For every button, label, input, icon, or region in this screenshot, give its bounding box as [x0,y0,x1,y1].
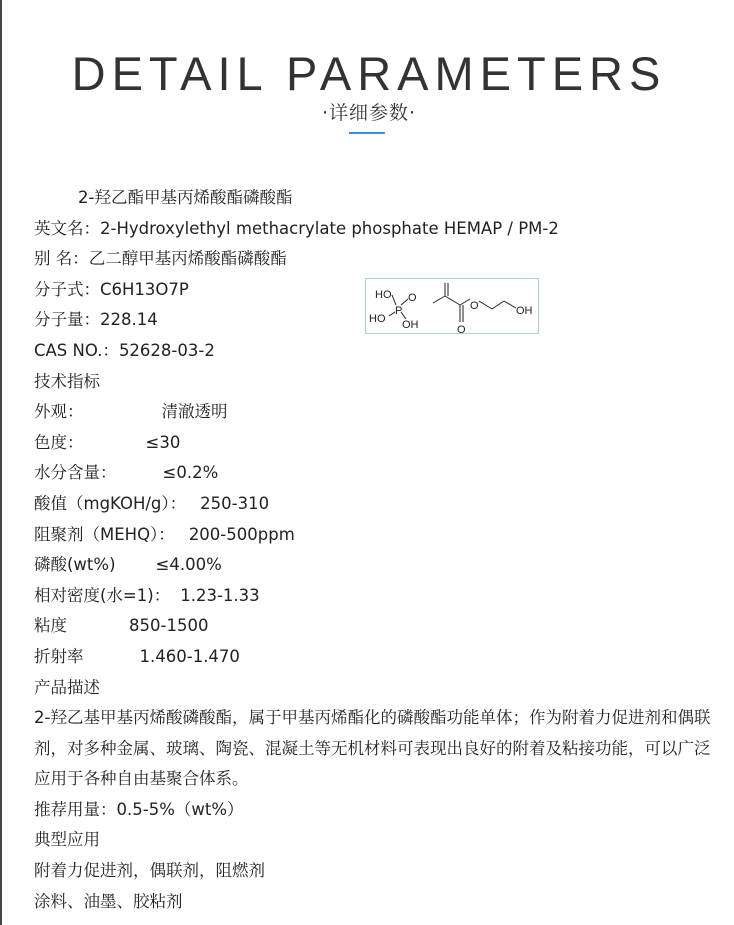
spec-row [34,642,724,673]
label: 分子式： [34,279,100,299]
spec-value: 清澈透明 [161,402,228,422]
spec-label: 色度： [34,432,84,452]
spec-label: 酸值（mgKOH/g）： [34,493,187,513]
cas-row [34,336,724,367]
spec-value: ≤4.00% [155,555,222,575]
label: 分子量： [34,310,100,330]
spec-label: 粘度 [34,616,67,636]
page-title: DETAIL PARAMETERS [71,47,667,100]
structure-label: HO [375,289,392,301]
spec-label: 折射率 [34,646,84,666]
alias-row [34,244,724,275]
spec-row [34,550,724,581]
spec-row [34,520,724,551]
structure-label: HO [369,313,386,325]
spec-row [34,428,724,459]
value: 52628-03-2 [118,340,215,360]
spec-value: ≤0.2% [162,463,219,483]
structure-label: P [395,305,403,317]
chemical-structure [365,278,539,334]
specs-heading: 技术指标 [34,371,100,391]
structure-label: O [457,324,466,333]
spec-value: 1.460-1.470 [139,646,240,666]
spec-row [34,611,724,642]
spec-row [34,581,724,612]
spec-label: 水分含量： [34,463,117,483]
spec-row [34,397,724,428]
value: 乙二醇甲基丙烯酸酯磷酸酯 [88,249,287,269]
spec-row [34,458,724,489]
value: C6H13O7P [100,279,189,299]
spec-label: 相对密度(水=1)： [34,585,171,605]
spec-value: 850-1500 [129,616,209,636]
spec-value: ≤30 [145,432,181,452]
value: 2-Hydroxylethyl methacrylate phosphate HEMAP / PM-2 [100,218,559,238]
label: 别 名： [34,249,89,269]
label: 英文名： [34,218,100,238]
application-item: 涂料、油墨、胶粘剂 [34,891,183,911]
structure-label: O [470,300,479,312]
label: CAS NO.： [34,340,119,360]
spec-label: 外观： [34,402,84,422]
accent-divider [349,132,385,134]
spec-label: 阻聚剂（MEHQ）： [34,524,175,544]
application-item: 附着力促进剂，偶联剂，阻燃剂 [34,861,265,881]
description-heading: 产品描述 [34,677,100,697]
spec-label: 磷酸(wt%) [34,555,116,575]
spec-value: 200-500ppm [188,524,295,544]
english-name-row [34,214,724,245]
dosage: 推荐用量：0.5-5%（wt%） [34,799,244,819]
spec-row [34,489,724,520]
spec-value: 250-310 [200,493,270,513]
spec-value: 1.23-1.33 [180,585,260,605]
value: 228.14 [100,310,158,330]
description-text: 2-羟乙基甲基丙烯酸磷酸酯，属于甲基丙烯酯化的磷酸酯功能单体；作为附着力促进剂和偶联剂，对多种金属、玻璃、陶瓷、混凝土等无机材料可表现出良好的附着及粘接功能，可以广泛应用于各种自由基聚合体系。 [34,708,711,789]
product-name: 2-羟乙酯甲基丙烯酸酯磷酸酯 [78,188,293,207]
page-subtitle: ·详细参数· [321,102,417,124]
structure-label: O [408,292,417,304]
structure-label: OH [516,305,533,317]
structure-label: OH [402,319,419,331]
applications-heading: 典型应用 [34,830,100,850]
